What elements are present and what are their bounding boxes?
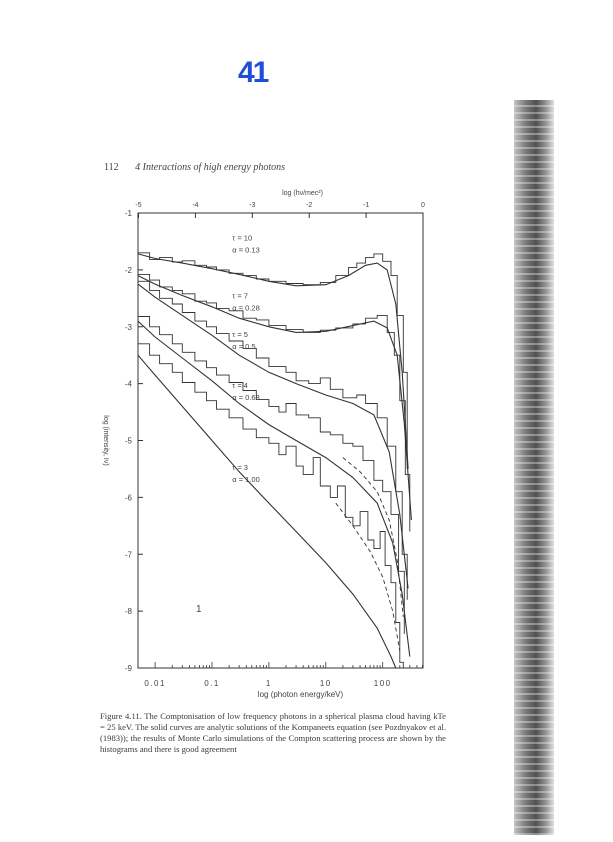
y-tick-label: -9: [124, 664, 132, 673]
y-axis-label: log (intensity, Iν): [102, 415, 109, 466]
series-tau10-analytic-curve: [138, 254, 408, 469]
top-tick-label: 0: [421, 202, 425, 209]
page-number: 112: [104, 162, 119, 173]
y-tick-label: -2: [124, 265, 132, 275]
series-tau5-histogram: [138, 281, 407, 600]
y-tick-label: -7: [124, 550, 132, 560]
y-tick-label: -5: [124, 436, 132, 446]
figure-caption: Figure 4.11. The Comptonisation of low frequency photons in a spherical plasma cloud having kTe = 25 keV. The solid curves are analytic solutions of the Kompaneets equation (see Pozdnyakov et al. (1983)); the results of Monte Carlo simulations of the Compton scattering process are shown by the histograms and there is good agreement: [100, 711, 446, 754]
series-tau3-alpha-label: α = 1.00: [232, 475, 260, 485]
series-tau4-alpha-label: α = 0.68: [232, 393, 260, 403]
series-tau5-alpha-label: α = 0.5: [232, 341, 256, 351]
x-tick-label: 100: [373, 679, 392, 688]
series-tau10-histogram: [138, 253, 407, 469]
series-tau5-analytic-curve: [138, 284, 408, 588]
y-tick-label: -8: [124, 607, 132, 617]
stray-mark: 1: [196, 604, 202, 615]
series-tau7-tau-label: τ = 7: [232, 291, 248, 301]
top-tick-label: -1: [362, 202, 370, 209]
x-tick-label: 1: [265, 679, 272, 688]
x-tick-label: 0.1: [204, 679, 220, 688]
series-tau3-analytic-curve: [138, 355, 396, 668]
y-tick-label: -4: [124, 379, 132, 389]
series-tau4-tau-label: τ = 4: [232, 381, 248, 391]
series-tau4-analytic-curve: [138, 321, 410, 656]
series-tau10-tau-label: τ = 10: [232, 233, 253, 243]
y-tick-label: -3: [124, 322, 132, 332]
top-tick-label: -2: [306, 202, 313, 209]
y-tick-label: -6: [124, 493, 132, 503]
x-tick-label: 10: [319, 679, 332, 688]
series-tau4-histogram: [138, 317, 404, 634]
handwritten-page-mark: 41: [238, 56, 268, 89]
x-axis-label: log (photon energy/keV): [257, 690, 344, 699]
running-title: 4 Interactions of high energy photons: [135, 162, 286, 173]
x-tick-label: 0.01: [144, 679, 166, 688]
top-tick-label: -5: [135, 202, 142, 209]
series-tau5-tau-label: τ = 5: [232, 329, 248, 339]
top-axis-label: log (hν/mec²): [282, 190, 323, 197]
top-tick-label: -3: [249, 202, 256, 209]
series-tau3-tau-label: τ = 3: [232, 463, 248, 473]
series-tau3-histogram: [138, 341, 403, 668]
y-tick-label: -1: [124, 209, 132, 218]
series-tau10-alpha-label: α = 0.13: [232, 245, 260, 255]
top-tick-label: -4: [192, 202, 199, 209]
series-tau7-alpha-label: α = 0.28: [232, 303, 260, 313]
